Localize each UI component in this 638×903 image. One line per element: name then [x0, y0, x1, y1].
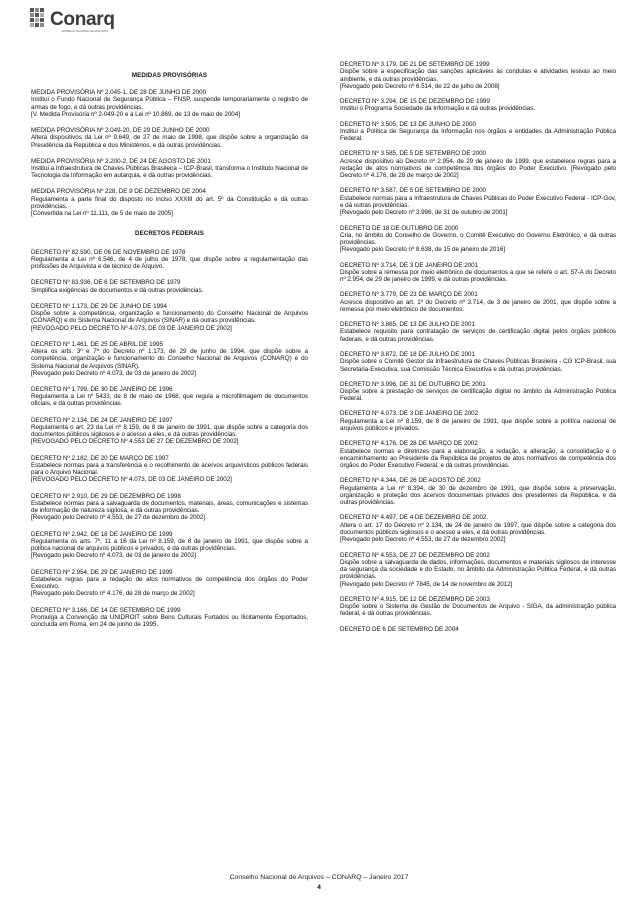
entry-body: Promulga a Convenção da UNIDROIT sobre Bens Culturais Furtados ou Ilicitamente Exportados, concluída em Roma, em 24 de junho de 1995.	[31, 613, 308, 629]
entry-note: [Revogado pelo Decreto nº 8.638, de 15 de janeiro de 2016]	[340, 246, 505, 254]
entry-heading: DECRETO Nº 4.915, DE 12 DE DEZEMBRO DE 2003	[340, 595, 490, 603]
logo-subtext: CONSELHO NACIONAL DE ARQUIVOS	[61, 30, 109, 33]
entry-heading: DECRETO Nº 3.996, DE 31 DE OUTUBRO DE 2001	[340, 380, 486, 388]
entry-body: Institui a Política de Segurança da Informação nos órgãos e entidades da Administração Pública Federal.	[340, 127, 616, 143]
entry-heading: DECRETO Nº 1.173, DE 29 DE JUNHO DE 1994	[31, 302, 167, 310]
entry-heading: DECRETO Nº 2.182, DE 20 DE MARÇO DE 1997	[31, 454, 169, 462]
law-entry	[340, 121, 616, 143]
section-title-medidas-provisorias: MEDIDAS PROVISÓRIAS	[131, 72, 208, 79]
page-number: 4	[317, 884, 321, 891]
law-entry	[340, 514, 616, 543]
conarq-logo	[30, 6, 140, 36]
entry-heading: DECRETO Nº 3.714, DE 3 DE JANEIRO DE 2001	[340, 261, 479, 269]
entry-body: Dispõe sobre a remessa por meio eletrônico de documentos a que se refere o art. 57-A do Decreto nº 2.954, de 29 de janeiro de 1999, e dá outras providências.	[340, 268, 616, 284]
logo-wordmark: Conarq	[50, 9, 115, 30]
entry-body: Cria, no âmbito do Conselho de Governo, o Comitê Executivo do Governo Eletrônico, e dá outras providências.	[340, 231, 616, 247]
entry-heading: DECRETO Nº 83.936, DE 6 DE SETEMBRO DE 1979	[31, 279, 181, 287]
entry-heading: DECRETO Nº 82.590, DE 06 DE NOVEMBRO DE 1978	[31, 248, 186, 256]
right-column	[340, 61, 616, 641]
entry-heading: DECRETO Nº 1.461, DE 25 DE ABRIL DE 1995	[31, 340, 163, 348]
entry-body: Acresce dispositivo ao art. 1º do Decreto nº 3.714, de 3 de janeiro de 2001, que dispõe sobre a remessa por meio eletrônico de documentos.	[340, 298, 616, 313]
law-entry	[31, 531, 308, 560]
entry-note: [REVOGADO PELO DECRETO Nº 4.073, DE 03 DE JANEIRO DE 2002]	[31, 324, 232, 332]
entry-note: [REVOGADO PELO DECRETO Nº 4.073, DE 03 DE JANEIRO DE 2002]	[31, 476, 232, 484]
entry-body: Altera dispositivos da Lei nº 9.649, de 27 de maio de 1998, que dispõe sobre a organização da Presidência da República e dos Ministérios, e dá outras providências.	[31, 134, 308, 149]
entry-heading: DECRETO Nº 4.344, DE 26 DE AGOSTO DE 2002	[340, 477, 481, 485]
entry-heading: MEDIDA PROVISÓRIA Nº 228, DE 9 DE DEZEMBRO DE 2004	[31, 188, 206, 196]
entry-body: Dispõe sobre a competência, organização e funcionamento do Conselho Nacional de Arquivos (CONARQ) e do Sistema Nacional de Arquivos (SINAR) e dá outras providências.	[31, 309, 308, 325]
entry-body: Regulamenta o art. 23 da Lei nº 8.159, de 8 de janeiro de 1991, que dispõe sobre a categoria dos documentos públicos sigilosos e o acesso a eles, e dá outras providências.	[31, 423, 308, 439]
entry-heading: DECRETO Nº 3.166, DE 14 DE SETEMBRO DE 1999	[31, 606, 181, 614]
entry-body: Dispõe sobre a especificação das sanções aplicáveis às condutas e atividades lesivas ao meio ambiente, e dá outras providências.	[340, 68, 616, 83]
law-entry	[340, 187, 616, 216]
entry-body: Regulamenta a Lei nº 8.394, de 30 de dezembro de 1991, que dispõe sobre a preservação, organização e proteção dos acervos documentais privados dos presidentes da República, e dá outras providências.	[340, 484, 616, 507]
entry-body: Estabelece normas para a salvaguarda de documentos, materiais, áreas, comunicações e sistemas de informação de natureza sigilosa, e dá outras providências.	[31, 499, 308, 515]
entry-body: Estabelece regras para a redação de atos normativos de competência dos órgãos do Poder Executivo.	[31, 575, 308, 591]
entry-heading: DECRETO Nº 2.134, DE 24 DE JANEIRO DE 1997	[31, 416, 173, 424]
law-entry	[31, 158, 308, 180]
entry-heading: DECRETO Nº 2.954, DE 29 DE JANEIRO DE 1999	[31, 568, 173, 576]
entry-note: [Revogado pelo Decreto nº 4.553, de 27 de dezembro de 2002]	[31, 514, 206, 522]
entry-heading: DECRETO Nº 3.872, DE 18 DE JULHO DE 2001	[340, 350, 475, 358]
entry-heading: DECRETO Nº 1.799, DE 30 DE JANEIRO DE 1996	[31, 385, 173, 393]
law-entry	[340, 98, 616, 113]
entry-note: [Revogado pelo Decreto nº 7845, de 14 de novembro de 2012]	[340, 580, 513, 588]
law-entry	[31, 417, 308, 446]
entry-note: [Revogado pelo Decreto nº 4.553, de 27 de dezembro 2002]	[340, 536, 506, 544]
entry-body: Simplifica exigências de documentos e dá outras providências.	[31, 286, 204, 294]
law-entry	[31, 249, 308, 271]
entry-heading: DECRETO Nº 3.587, DE 5 DE SETEMBRO DE 2000	[340, 187, 487, 195]
entry-body: Regulamenta a Lei nº 6.546, de 4 de julho de 1978, que dispõe sobre a regulamentação das profissões de Arquivista e de técnico de Arquivo.	[31, 255, 308, 271]
law-entry	[31, 89, 308, 118]
law-entry	[340, 150, 616, 179]
law-entry	[340, 477, 616, 506]
entry-note: [Revogado pelo Decreto nº 4.073, de 03 de janeiro de 2002]	[31, 369, 196, 377]
law-entry	[340, 440, 616, 469]
law-entry	[340, 596, 616, 618]
law-entry	[31, 455, 308, 484]
law-entry	[31, 127, 308, 149]
entry-heading: MEDIDA PROVISÓRIA Nº 2.045-1, DE 28 DE JUNHO DE 2000	[31, 89, 207, 96]
entry-note: [REVOGADO PELO DECRETO Nº 4.553 DE 27 DE DEZEMBRO DE 2002]	[31, 438, 239, 446]
entry-body: Estabelece normas para a transferência e o recolhimento de acervos arquivísticos públicos federais para o Arquivo Nacional.	[31, 461, 308, 477]
entry-body: Institui o Programa Sociedade da Informação e dá outras providências.	[340, 105, 536, 113]
entry-body: Institui o Fundo Nacional de Segurança Pública – FNSP, suspende temporariamente o registro de armas de fogo, e dá outras providências.	[31, 96, 308, 111]
entry-body: Regulamenta a parte final do disposto no inciso XXXIII do art. 5º da Constituição e dá outras providências.	[31, 195, 308, 210]
entry-body: Dispõe sobre a prestação de serviços de certificação digital no âmbito da Administração Pública Federal.	[340, 388, 616, 403]
entry-heading: DECRETO Nº 2.910, DE 29 DE DEZEMBRO DE 1998	[31, 492, 181, 500]
entry-heading: DECRETO Nº 4.497, DE 4 DE DEZEMBRO DE 2002.	[340, 514, 489, 522]
entry-heading: DECRETO Nº 4.073, DE 3 DE JANEIRO DE 2002	[340, 410, 479, 418]
entry-heading: DECRETO Nº 4.553, DE 27 DE DEZEMBRO DE 2002	[340, 551, 490, 559]
entry-note: [Revogado pelo Decreto nº 3.996, de 31 de outubro de 2001]	[340, 209, 508, 217]
law-entry	[31, 279, 308, 294]
entry-body: Regulamenta a Lei nº 5433, de 8 de maio de 1968, que regula a microfilmagem de documentos oficiais, e dá outras providências.	[31, 393, 308, 408]
entry-body: Estabelece requisito para contratação de serviços de certificação digital pelos órgãos públicos federais, e dá outras providências.	[340, 328, 616, 343]
law-entry	[31, 493, 308, 522]
law-entry	[31, 569, 308, 598]
law-entry	[31, 341, 308, 377]
entry-heading: DECRETO Nº 3.505, DE 13 DE JUNHO DE 2000	[340, 120, 476, 128]
entry-heading: DECRETO Nº 2.942, DE 18 DE JANEIRO DE 1999	[31, 530, 173, 538]
entry-heading: DECRETO Nº 3.294, DE 15 DE DEZEMBRO DE 1999	[340, 98, 490, 106]
entry-body: Dispõe sobre o Comitê Gestor da Infraestrutura de Chaves Públicas Brasileira - CG ICP-Brasil, sua Secretaria-Executiva, sua Comissão Técnica Executiva e dá outras providências.	[340, 358, 616, 373]
entry-note: [Revogado pelo Decreto nº 4.176, de 28 de março de 2002]	[31, 590, 195, 598]
law-entry	[340, 225, 616, 254]
law-entry	[340, 262, 616, 284]
entry-heading: DECRETO DE 18 DE OUTUBRO DE 2000	[340, 224, 459, 232]
section-title-decretos-federais: DECRETOS FEDERAIS	[135, 229, 204, 237]
entry-heading: DECRETO DE 6 DE SETEMBRO DE 2004	[340, 625, 459, 633]
footer-text: Conselho Nacional de Arquivos – CONARQ – Janeiro 2017	[229, 874, 409, 881]
entry-note: [V. Medida Provisória nº 2-049-20 e a Lei nº 10.869, de 13 de maio de 2004]	[31, 110, 240, 118]
law-entry	[31, 386, 308, 408]
left-column	[31, 62, 308, 637]
entry-note: [Revogado pelo Decreto nº 6.514, de 22 de julho de 2008]	[340, 82, 500, 90]
entry-note: [Convertida na Lei nº 11.111, de 5 de maio de 2005]	[31, 210, 173, 218]
law-entry	[340, 626, 616, 633]
medidas-provisorias-list	[31, 89, 308, 218]
entry-heading: DECRETO Nº 3.179, DE 21 DE SETEMBRO DE 1999	[340, 61, 490, 68]
law-entry	[340, 381, 616, 403]
decretos-list-right	[340, 61, 616, 633]
entry-body: Estabelece normas e diretrizes para a elaboração, a redação, a alteração, a consolidação e o encaminhamento ao Presidente da República de projetos de atos normativos de competência dos órgãos do Poder Executivo Federal, e dá outras providências.	[340, 447, 616, 470]
decretos-list-left	[31, 249, 308, 629]
entry-heading: DECRETO Nº 3.865, DE 13 DE JULHO DE 2001	[340, 321, 475, 329]
entry-body: Regulamenta os arts. 7º, 11 a 16 da Lei nº 8.159, de 8 de janeiro de 1991, que dispõe sobre a política nacional de arquivos públicos e privados, e dá outras providências.	[31, 537, 308, 553]
entry-body: Regulamenta a Lei nº 8.159, de 8 de janeiro de 1991, que dispõe sobre a política nacional de arquivos públicos e privados.	[340, 417, 616, 433]
entry-heading: DECRETO Nº 3.779, DE 23 DE MARÇO DE 2001	[340, 291, 478, 299]
entry-body: Acresce dispositivo ao Decreto nº 2.954, de 29 de janeiro de 1999, que estabelece regras para a redação de atos normativos de competência dos órgãos do Poder Executivo. [Revogado pelo Decreto nº 4.176, de 28 de março de 2002]	[340, 157, 616, 180]
law-entry	[31, 607, 308, 629]
entry-body: Altera os arts. 3º e 7º do Decreto nº 1.173, de 29 de junho de 1994, que dispõe sobre a competência, organização e funcionamento do Conselho Nacional de Arquivos (CONARQ) e do Sistema Nacional de Arquivos (SINAR).	[31, 347, 308, 370]
entry-heading: DECRETO Nº 4.176, DE 28 DE MARÇO DE 2002	[340, 440, 478, 448]
entry-note: [Revogado pelo Decreto nº 4.073, de 03 de janeiro de 2002]	[31, 552, 196, 560]
entry-body: Altera o art. 17 do Decreto nº 2.134, de 24 de janeiro de 1997, que dispõe sobre a categoria dos documentos públicos sigilosos e o acesso a eles, e dá outras providências.	[340, 521, 616, 537]
law-entry	[340, 321, 616, 343]
entry-heading: MEDIDA PROVISÓRIA Nº 2.200-2, DE 24 DE AGOSTO DE 2001	[31, 157, 211, 165]
law-entry	[31, 188, 308, 217]
law-entry	[340, 291, 616, 313]
entry-body: Dispõe sobre a salvaguarda de dados, informações, documentos e materiais sigilosos de interesse da segurança da sociedade e do Estado, no âmbito da Administração Pública Federal, e dá outras providências.	[340, 558, 616, 581]
law-entry	[31, 303, 308, 332]
entry-body: Estabelece normas para a Infraestrutura de Chaves Públicas do Poder Executivo Federal - ICP-Gov, e dá outras providências.	[340, 194, 616, 210]
entry-heading: MEDIDA PROVISÓRIA Nº 2.049-20, DE 29 DE JUNHO DE 2000	[31, 126, 210, 134]
entry-heading: DECRETO Nº 3.585, DE 5 DE SETEMBRO DE 2000	[340, 150, 487, 158]
entry-body: Dispõe sobre o Sistema de Gestão de Documentos de Arquivo - SIGA, da administração pública federal, e dá outras providências.	[340, 603, 616, 618]
entry-body: Institui a Infraestrutura de Chaves Públicas Brasileira – ICP-Brasil, transforma o Instituto Nacional de Tecnologia da Informação em autarquia, e dá outras providências.	[31, 164, 308, 180]
law-entry	[340, 552, 616, 588]
law-entry	[340, 410, 616, 432]
law-entry	[340, 61, 616, 90]
law-entry	[340, 351, 616, 373]
